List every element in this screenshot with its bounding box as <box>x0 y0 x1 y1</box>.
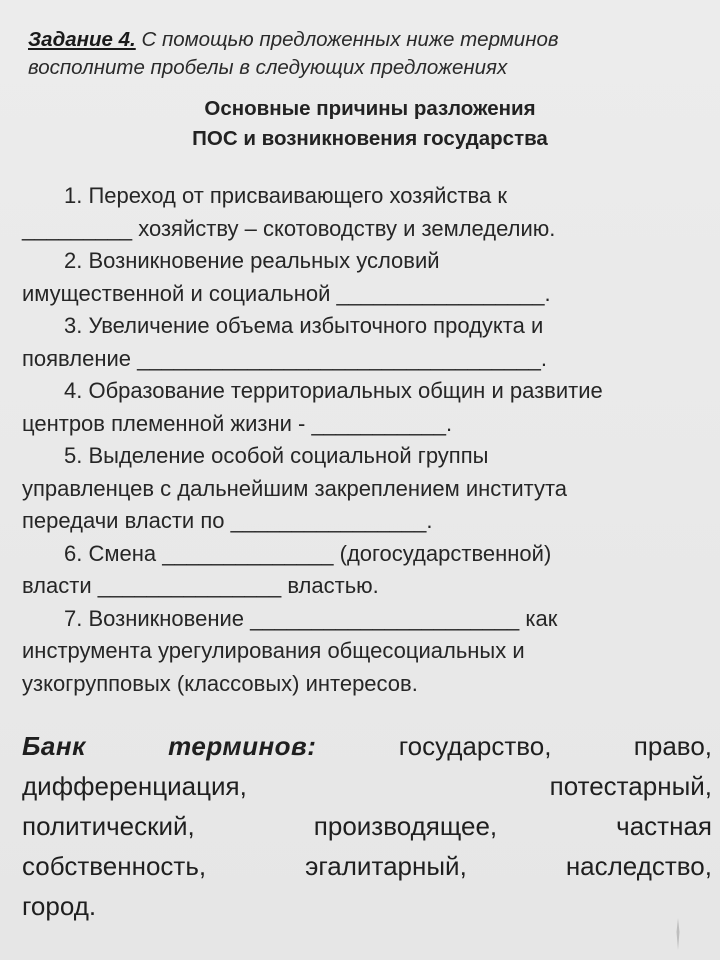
sentence-line: 4. Образование территориальных общин и развитие <box>64 378 603 403</box>
term-bank-label-word1: Банк <box>22 731 86 761</box>
sentence-line: узкогрупповых (классовых) интересов. <box>22 670 418 696</box>
sentence-line: 1. Переход от присваивающего хозяйства к <box>64 183 507 208</box>
term-bank <box>22 726 712 926</box>
term-item: потестарный, <box>549 771 712 801</box>
section-title-line1: Основные причины разложения <box>204 97 536 120</box>
term-item: город. <box>22 891 97 921</box>
sentence-2 <box>22 245 720 310</box>
sentence-line: управленцев с дальнейшим закреплением института <box>22 475 568 501</box>
sentence-line: 6. Смена ______________ (догосударственной) <box>64 540 552 566</box>
term-item: дифференциация, <box>22 771 247 801</box>
sentence-list <box>22 180 720 700</box>
term-item: собственность, <box>22 851 207 881</box>
sentence-6 <box>22 538 720 603</box>
sentence-line: 3. Увеличение объема избыточного продукта и <box>64 313 544 338</box>
task-instruction-line2: восполните пробелы в следующих предложениях <box>28 56 508 79</box>
sentence-line: 2. Возникновение реальных условий <box>64 248 440 273</box>
section-title <box>0 94 720 154</box>
task-heading <box>28 26 698 82</box>
term-item: производящее, <box>313 811 498 841</box>
sentence-line: _________ хозяйству – скотоводству и земледелию. <box>22 215 556 241</box>
term-item: право, <box>633 731 712 761</box>
sentence-line: центров племенной жизни - ___________. <box>22 410 453 436</box>
term-bank-row <box>22 766 712 806</box>
term-bank-label-word2: терминов: <box>168 731 317 761</box>
term-bank-row <box>22 726 712 766</box>
term-item: частная <box>616 811 712 841</box>
task-label: Задание 4. <box>28 28 136 51</box>
task-instruction-line1: С помощью предложенных ниже терминов <box>135 28 559 51</box>
sentence-line: передачи власти по ________________. <box>22 508 433 533</box>
sentence-line: имущественной и социальной _________________. <box>22 280 551 306</box>
sentence-3 <box>22 310 720 375</box>
sentence-4 <box>22 375 720 440</box>
sparkle-watermark-icon <box>672 918 684 950</box>
term-bank-row <box>22 886 712 926</box>
sentence-5 <box>22 440 720 538</box>
sentence-line: власти _______________ властью. <box>22 573 379 598</box>
sentence-line: 7. Возникновение ______________________ как <box>64 605 558 631</box>
term-bank-row <box>22 846 712 886</box>
term-item: государство, <box>398 731 552 761</box>
term-item: эгалитарный, <box>305 851 467 881</box>
section-title-line2: ПОС и возникновения государства <box>192 127 548 150</box>
term-bank-row <box>22 806 712 846</box>
term-item: политический, <box>22 811 195 841</box>
term-item: наследство, <box>565 851 712 881</box>
sentence-7 <box>22 603 720 701</box>
sentence-1 <box>22 180 720 245</box>
sentence-line: 5. Выделение особой социальной группы <box>64 443 489 468</box>
sentence-line: инструмента урегулирования общесоциальных и <box>22 638 525 663</box>
sentence-line: появление _________________________________. <box>22 345 547 371</box>
